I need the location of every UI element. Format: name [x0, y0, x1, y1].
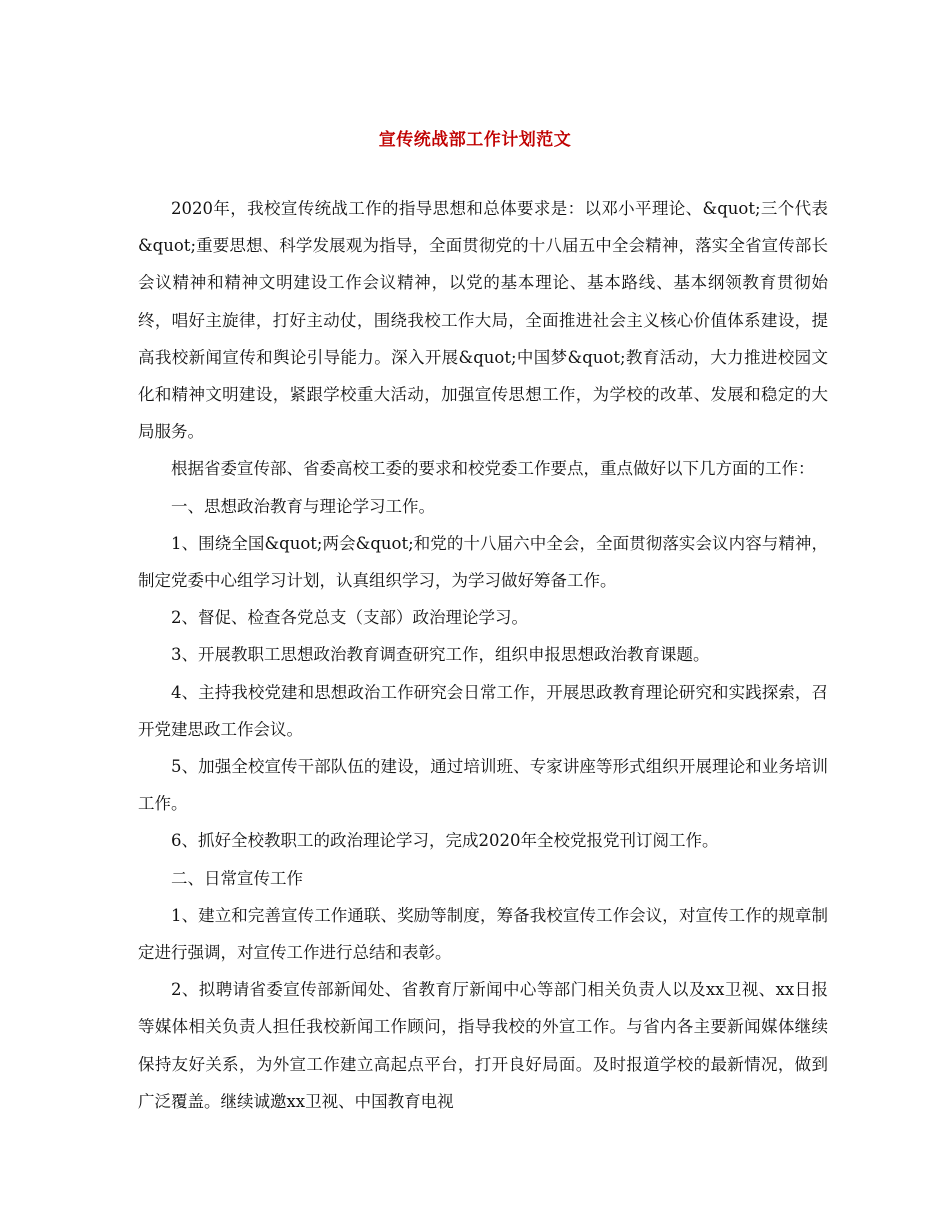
list-item-1-3: 3、开展教职工思想政治教育调查研究工作，组织申报思想政治教育课题。: [171, 645, 710, 665]
section-heading-1: 一、思想政治教育与理论学习工作。: [171, 496, 435, 516]
list-item-2-2: 2、拟聘请省委宣传部新闻处、省教育厅新闻中心等部门相关负责人以及xx卫视、xx日报等媒体相关负责人担任我校新闻工作顾问，指导我校的外宣工作。与省内各主要新闻媒体继续保持友好关系，为外宣工作建立高起点平台，打开良好局面。及时报道学校的最新情况，做到广泛覆盖。继续诚邀xx卫视、中国教育电视: [138, 980, 828, 1111]
paragraph-intro: 2020年，我校宣传统战工作的指导思想和总体要求是：以邓小平理论、&quot;三个代表&quot;重要思想、科学发展观为指导，全面贯彻党的十八届五中全会精神，落实全省宣传部长会议精神和精神文明建设工作会议精神，以党的基本理论、基本路线、基本纲领教育贯彻始终，唱好主旋律，打好主动仗，围绕我校工作大局，全面推进社会主义核心价值体系建设，提高我校新闻宣传和舆论引导能力。深入开展&quot;中国梦&quot;教育活动，大力推进校园文化和精神文明建设，紧跟学校重大活动，加强宣传思想工作，为学校的改革、发展和稳定的大局服务。: [138, 199, 828, 442]
section-heading-2: 二、日常宣传工作: [171, 868, 303, 888]
list-item-2-1: 1、建立和完善宣传工作通联、奖励等制度，筹备我校宣传工作会议，对宣传工作的规章制定进行强调，对宣传工作进行总结和表彰。: [138, 905, 828, 963]
list-item-1-2: 2、督促、检查各党总支（支部）政治理论学习。: [171, 608, 528, 628]
list-item-1-1: 1、围绕全国&quot;两会&quot;和党的十八届六中全会，全面贯彻落实会议内容与精神，制定党委中心组学习计划，认真组织学习，为学习做好筹备工作。: [138, 533, 828, 591]
paragraph-requirements: 根据省委宣传部、省委高校工委的要求和校党委工作要点，重点做好以下几方面的工作：: [171, 459, 815, 479]
document-title: 宣传统战部工作计划范文: [378, 130, 572, 150]
list-item-1-4: 4、主持我校党建和思想政治工作研究会日常工作，开展思政教育理论研究和实践探索，召开党建思政工作会议。: [138, 682, 828, 739]
list-item-1-6: 6、抓好全校教职工的政治理论学习，完成2020年全校党报党刊订阅工作。: [171, 831, 719, 851]
list-item-1-5: 5、加强全校宣传干部队伍的建设，通过培训班、专家讲座等形式组织开展理论和业务培训工作。: [138, 757, 828, 814]
document-body: [138, 190, 828, 1120]
